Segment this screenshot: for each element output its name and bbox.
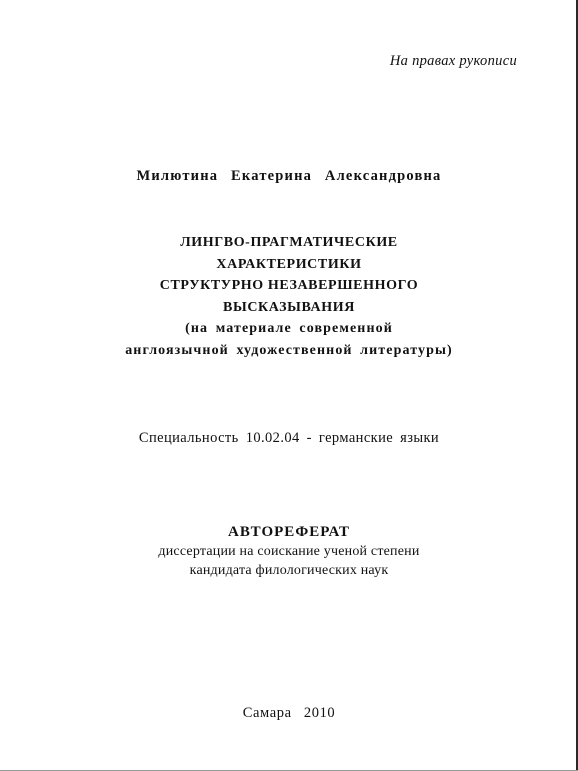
title-line: ХАРАКТЕРИСТИКИ xyxy=(216,256,362,272)
place-and-year: Самара 2010 xyxy=(242,705,336,721)
title-line: СТРУКТУРНО НЕЗАВЕРШЕННОГО xyxy=(159,278,419,293)
abstract-block xyxy=(0,523,578,580)
title-line: ВЫСКАЗЫВАНИЯ xyxy=(223,299,355,315)
rights-notice: На правах рукописи xyxy=(389,53,517,69)
title-subtitle-line: англоязычной художественной литературы) xyxy=(125,342,453,358)
specialty-line: Специальность 10.02.04 - германские языки xyxy=(138,430,440,446)
abstract-description-line: диссертации на соискание ученой степени xyxy=(158,544,420,559)
abstract-description-line: кандидата филологических наук xyxy=(189,563,389,578)
title-line: ЛИНГВО-ПРАГМАТИЧЕСКИЕ xyxy=(180,235,398,250)
author-name: Милютина Екатерина Александровна xyxy=(136,168,442,184)
title-subtitle-line: (на материале современной xyxy=(185,321,393,336)
dissertation-title xyxy=(0,232,578,361)
abstract-heading: АВТОРЕФЕРАТ xyxy=(228,524,350,540)
